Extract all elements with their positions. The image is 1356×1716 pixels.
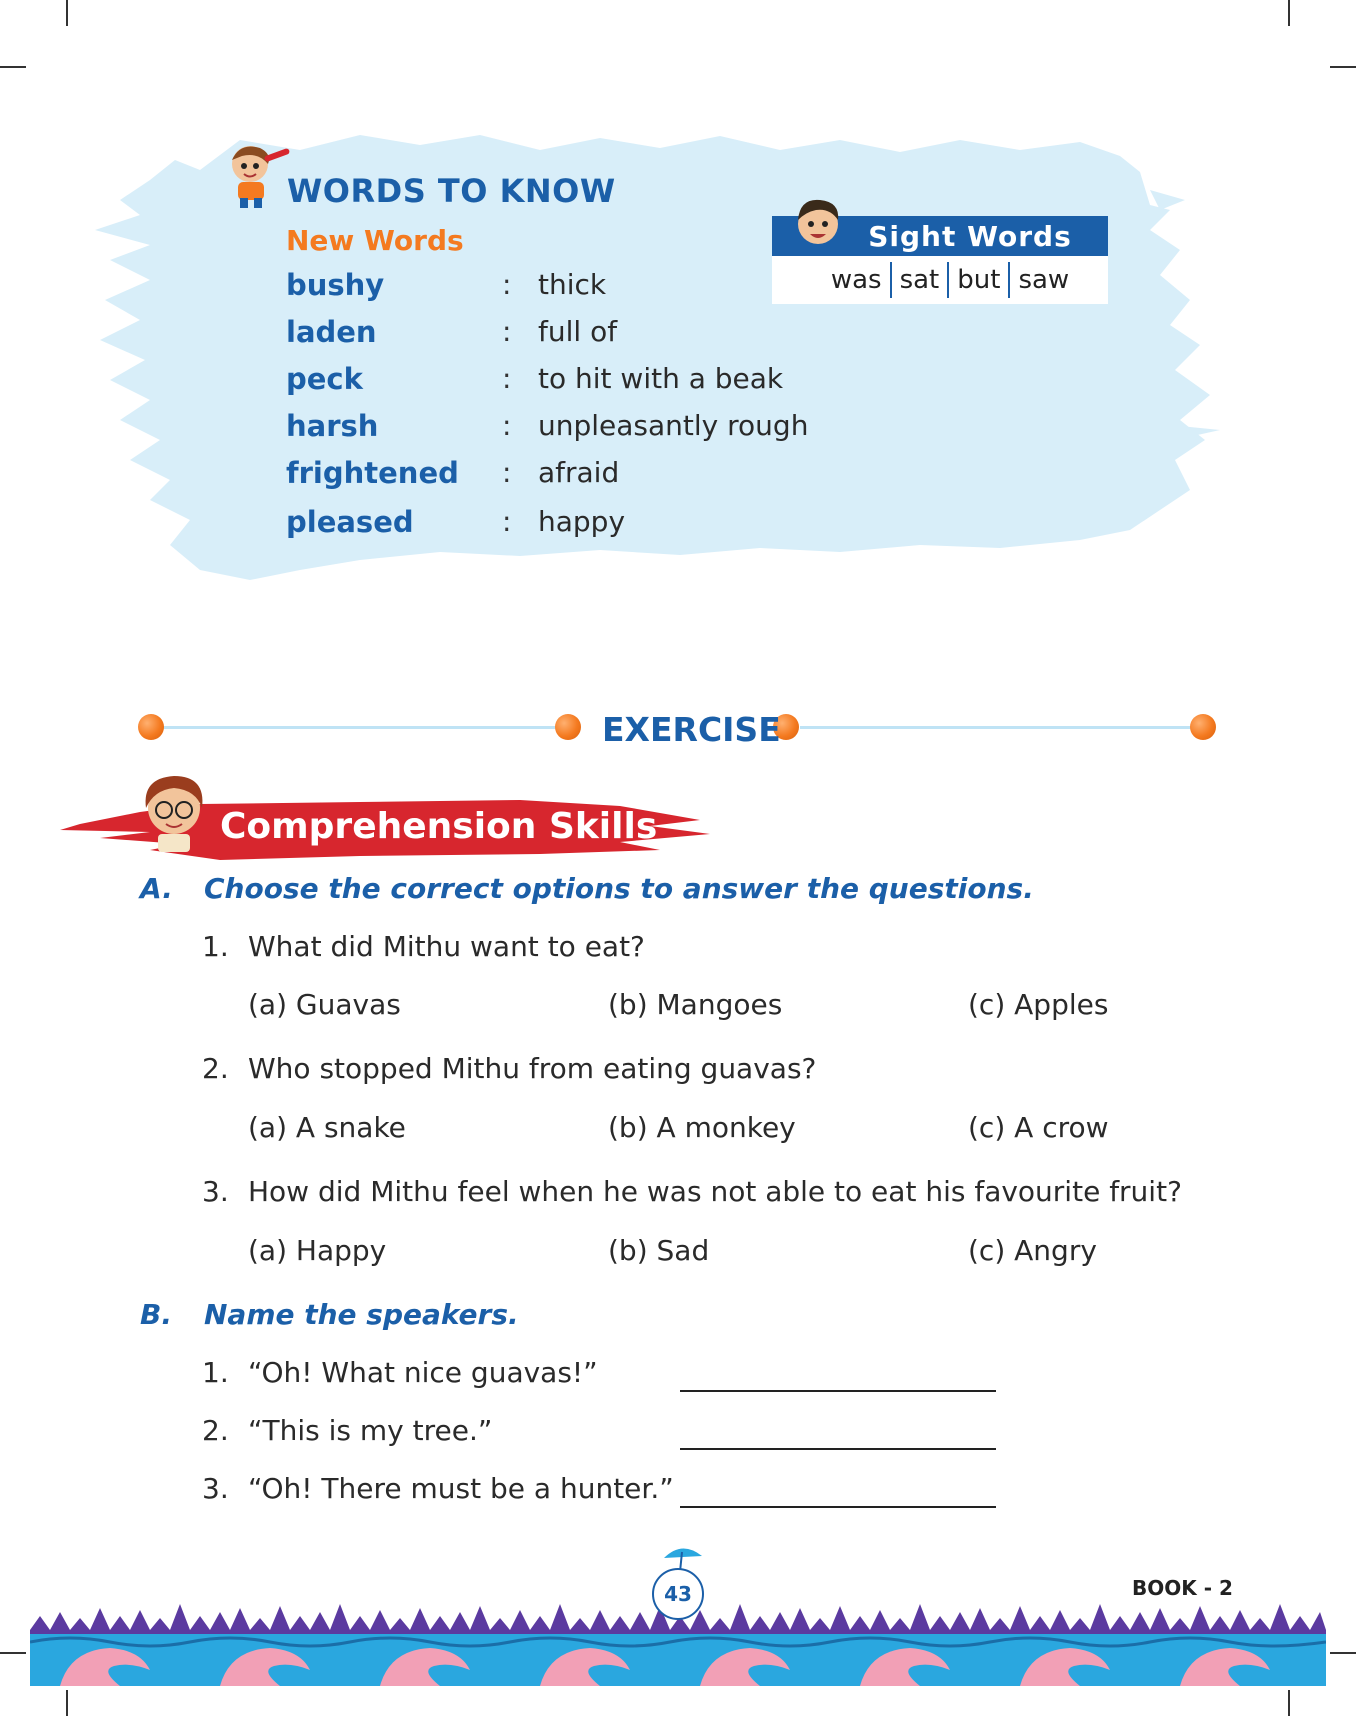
- section-b-letter: B.: [140, 1298, 172, 1331]
- comprehension-banner-title: Comprehension Skills: [220, 806, 658, 847]
- vocab-meaning: full of: [538, 315, 618, 348]
- section-b-title: Name the speakers.: [204, 1298, 519, 1331]
- sight-word: sat: [899, 265, 940, 295]
- speaker-item-number: 2.: [202, 1414, 229, 1447]
- crop-mark: [1330, 1652, 1356, 1654]
- crop-mark: [66, 1690, 68, 1716]
- vocab-colon: :: [502, 456, 512, 489]
- option-a[interactable]: (a) Guavas: [248, 988, 401, 1021]
- vocab-row: [286, 268, 846, 308]
- vocab-word: harsh: [286, 409, 379, 443]
- speaker-quote: “This is my tree.”: [248, 1414, 493, 1447]
- book-label: BOOK - 2: [1132, 1576, 1233, 1600]
- vocab-meaning: thick: [538, 268, 607, 301]
- crop-mark: [1288, 1690, 1290, 1716]
- orange-dot-icon: [555, 714, 581, 740]
- vocab-word: laden: [286, 315, 377, 349]
- vocab-colon: :: [502, 409, 512, 442]
- vocab-colon: :: [502, 362, 512, 395]
- exercise-divider-line: [800, 726, 1200, 729]
- vocab-row: [286, 456, 846, 496]
- new-words-subtitle: New Words: [286, 224, 464, 257]
- option-b[interactable]: (b) A monkey: [608, 1111, 796, 1144]
- question-text: Who stopped Mithu from eating guavas?: [248, 1052, 817, 1085]
- answer-blank[interactable]: [680, 1506, 996, 1508]
- vocab-word: frightened: [286, 456, 459, 490]
- vocab-row: [286, 409, 846, 449]
- speaker-item-number: 1.: [202, 1356, 229, 1389]
- crop-mark: [0, 1652, 26, 1654]
- exercise-divider-line: [160, 726, 560, 729]
- vocab-row: [286, 362, 846, 402]
- vocab-row: [286, 505, 846, 545]
- option-b[interactable]: (b) Sad: [608, 1234, 710, 1267]
- sight-word: saw: [1018, 265, 1070, 295]
- vocab-colon: :: [502, 268, 512, 301]
- sight-word: was: [830, 265, 882, 295]
- words-to-know-title: WORDS TO KNOW: [287, 172, 616, 210]
- question-text: What did Mithu want to eat?: [248, 930, 645, 963]
- sight-words-title: Sight Words: [772, 216, 1108, 256]
- section-a-title: Choose the correct options to answer the questions.: [204, 872, 1034, 905]
- vocab-word: bushy: [286, 268, 385, 302]
- question-text: How did Mithu feel when he was not able to eat his favourite fruit?: [248, 1175, 1182, 1208]
- option-c[interactable]: (c) Angry: [968, 1234, 1097, 1267]
- answer-blank[interactable]: [680, 1390, 996, 1392]
- option-b[interactable]: (b) Mangoes: [608, 988, 783, 1021]
- speaker-item-number: 3.: [202, 1472, 229, 1505]
- vocab-meaning: to hit with a beak: [538, 362, 784, 395]
- exercise-title: EXERCISE: [602, 710, 781, 749]
- vocab-row: [286, 315, 846, 355]
- section-a-letter: A.: [140, 872, 173, 905]
- vocab-word: pleased: [286, 505, 414, 539]
- option-c[interactable]: (c) Apples: [968, 988, 1109, 1021]
- kid-mascot-icon: [790, 190, 848, 256]
- vocab-meaning: afraid: [538, 456, 620, 489]
- umbrella-icon: [660, 1540, 706, 1572]
- orange-dot-icon: [1190, 714, 1216, 740]
- answer-blank[interactable]: [680, 1448, 996, 1450]
- page-number: 43: [652, 1568, 704, 1620]
- question-number: 1.: [202, 930, 229, 963]
- vocab-colon: :: [502, 315, 512, 348]
- question-number: 2.: [202, 1052, 229, 1085]
- vocab-meaning: happy: [538, 505, 626, 538]
- sight-word: but: [957, 265, 1001, 295]
- boy-mascot-icon: [220, 142, 292, 210]
- option-a[interactable]: (a) A snake: [248, 1111, 406, 1144]
- orange-dot-icon: [138, 714, 164, 740]
- vocab-word: peck: [286, 362, 363, 396]
- speaker-quote: “Oh! There must be a hunter.”: [248, 1472, 674, 1505]
- option-c[interactable]: (c) A crow: [968, 1111, 1109, 1144]
- option-a[interactable]: (a) Happy: [248, 1234, 387, 1267]
- sight-words-list: [772, 256, 1108, 304]
- vocab-colon: :: [502, 505, 512, 538]
- girl-mascot-icon: [130, 764, 220, 854]
- question-number: 3.: [202, 1175, 229, 1208]
- speaker-quote: “Oh! What nice guavas!”: [248, 1356, 598, 1389]
- vocab-meaning: unpleasantly rough: [538, 409, 809, 442]
